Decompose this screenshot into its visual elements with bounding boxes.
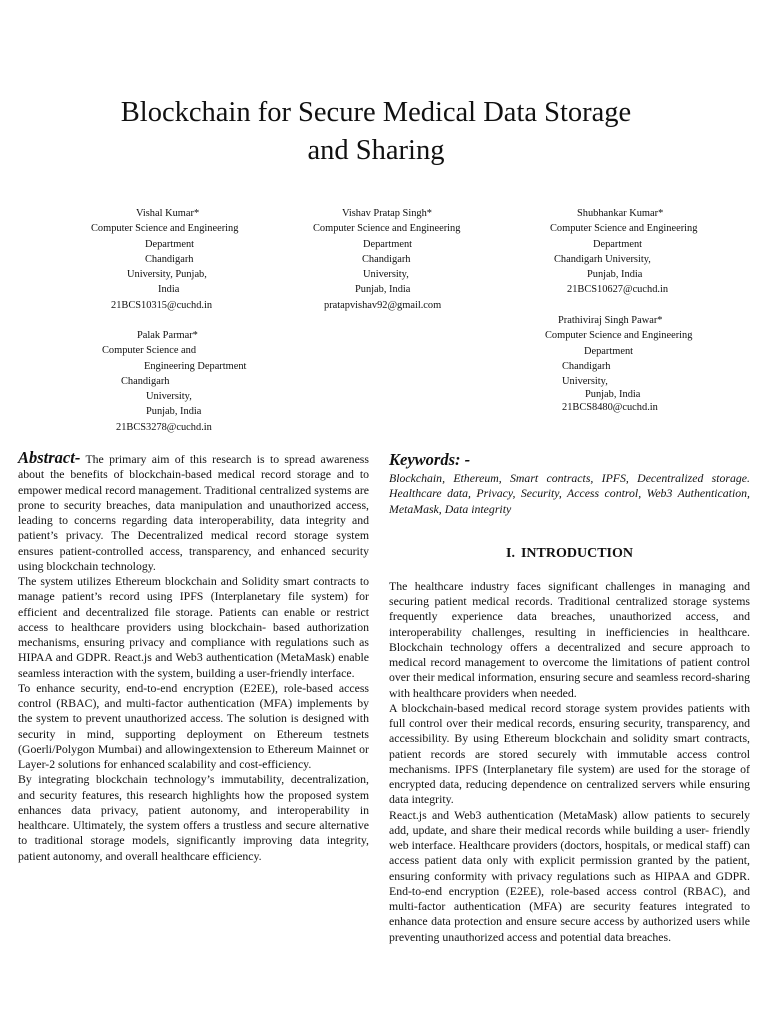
author-email[interactable]: 21BCS3278@cuchd.in xyxy=(116,421,212,433)
abstract-paragraph: The system utilizes Ethereum blockchain and Solidity smart contracts to manage patient’s record using IPFS (Interplanetary file system) for efficient and decentralized file storage. Patients can enable or restrict access to healthcare providers using blockchain- based authorization mechanisms, ensuring privacy and compliance with regulations such as HIPAA and GDPR. React.js and Web3 authentication (MetaMask) enable seamless interaction with the system, building a user-friendly interface. xyxy=(18,574,369,680)
paper-title xyxy=(60,94,692,170)
introduction-paragraph: The healthcare industry faces significant challenges in managing and securing patient medical records. Traditional centralized storage systems frequently experience data breaches, unauthorized access, and interoperability challenges, resulting in inefficiencies in healthcare. Blockchain technology offers a decentralized and secure approach to medical record management to overcome the limitations of patient control over their medical information, ensuring secure and seamless record-sharing with healthcare providers when needed. xyxy=(389,578,750,700)
keywords-heading: Keywords: - xyxy=(389,450,471,469)
abstract-paragraph: By integrating blockchain technology’s immutability, decentralization, and security features, this research highlights how the proposed system enhances data privacy, patient autonomy, and interoperability in healthcare. Ultimately, the system offers a trustless and secure alternative to traditional storage models, significantly improving data integrity, patient autonomy, and overall healthcare efficiency. xyxy=(18,772,369,863)
author-email[interactable]: 21BCS10627@cuchd.in xyxy=(567,284,669,296)
abstract-text: The primary aim of this research is to spread awareness about the benefits of blockchain-based medical record storage and to empower medical record management. Traditional centralized systems are prone to security breaches, data manipulation and unauthorized access, leading to concerns regarding data interoperability, data integrity and patient’s privacy. The Decentralized medical record storage system ensures patient-controlled access, transparency, and enhanced security using blockchain technology. xyxy=(18,452,369,573)
keywords-text: Blockchain, Ethereum, Smart contracts, IPFS, Decentralized storage. Healthcare data, Privacy, Security, Access control, Web3 Authentication, MetaMask, Data integrity xyxy=(389,471,750,516)
author-affiliation: Punjab, India xyxy=(355,284,411,296)
author-affiliation: Department xyxy=(593,238,643,250)
author-name: Prathiviraj Singh Pawar* xyxy=(558,315,663,326)
author-affiliation: Computer Science and Engineering xyxy=(91,223,239,235)
author-affiliation: Computer Science and Engineering xyxy=(313,223,461,235)
title-line: Blockchain for Secure Medical Data Storage xyxy=(120,97,632,128)
author-affiliation: University, xyxy=(146,391,192,403)
author-affiliation: University, Punjab, xyxy=(127,269,207,281)
author-affiliation: Punjab, India xyxy=(587,269,643,281)
author-affiliation: Chandigarh xyxy=(562,360,611,372)
introduction-paragraph: React.js and Web3 authentication (MetaMask) allow patients to securely add, update, and share their medical records while building a user- friendly web interface. Healthcare providers (doctors, hospitals, or medical staff) can access patient data only with explicit permission granted by the patient, ensuring conformity with privacy regulations such as HIPAA and GDPR. End-to-end encryption (E2EE), role-based access control (RBAC), and multi-factor authentication (MFA) are security features integrated to enhance data protection and ensure secure access by authorized users while preventing unauthorized access and potential data breaches. xyxy=(389,807,750,944)
author-block-prathiviraj-singh-pawar xyxy=(0,313,692,416)
right-column xyxy=(389,450,750,945)
author-email[interactable]: 21BCS8480@cuchd.in xyxy=(562,402,658,414)
author-affiliation: Punjab, India xyxy=(146,406,202,418)
author-affiliation: University, xyxy=(363,269,409,281)
section-title: INTRODUCTION xyxy=(520,545,633,561)
introduction-paragraph: A blockchain-based medical record storage system provides patients with full control over their medical records, ensuring security, transparency, and accessibility. By using Ethereum blockchain and solidity smart contracts, patient records are stored securely with immutable access control mechanisms. IPFS (Interplanetary file system) are used for the storage of encrypted data, reducing dependence on centralized servers while ensuring data integrity. xyxy=(389,700,750,807)
abstract-paragraph: To enhance security, end-to-end encryption (E2EE), role-based access control (RBAC), and multi-factor authentication (MFA) implements by the system to prevent unauthorized access. The solution is designed with security in mind, supporting deployment on Ethereum testnets (Goerli/Polygon Mumbai) and allowingextension to Ethereum Mainnet or Layer-2 solutions for enhanced scalability and cost-efficiency. xyxy=(18,680,369,771)
introduction-heading xyxy=(389,545,750,563)
author-block-shubhankar-kumar xyxy=(0,206,697,298)
keywords-section xyxy=(389,450,750,517)
author-affiliation: Engineering Department xyxy=(144,360,247,372)
author-affiliation: Computer Science and xyxy=(102,345,197,357)
author-affiliation: Chandigarh University, xyxy=(554,253,651,265)
author-affiliation: Department xyxy=(145,238,195,250)
author-affiliation: Chandigarh xyxy=(145,253,194,265)
author-affiliation: Chandigarh xyxy=(121,375,170,387)
author-email[interactable]: 21BCS10315@cuchd.in xyxy=(111,299,213,311)
author-email[interactable]: pratapvishav92@gmail.com xyxy=(324,299,442,311)
author-name: Palak Parmar* xyxy=(137,330,198,341)
title-line: and Sharing xyxy=(307,135,445,166)
section-number: I. xyxy=(506,545,515,561)
abstract-paragraph xyxy=(18,450,369,574)
author-affiliation: Computer Science and Engineering xyxy=(550,223,698,235)
author-affiliation: Punjab, India xyxy=(585,389,641,401)
abstract-section xyxy=(18,450,369,864)
author-affiliation: India xyxy=(158,284,180,296)
author-affiliation: Computer Science and Engineering xyxy=(545,330,693,342)
author-name: Shubhankar Kumar* xyxy=(577,208,664,219)
author-name: Vishal Kumar* xyxy=(136,208,200,219)
author-affiliation: Chandigarh xyxy=(362,253,411,265)
author-affiliation: Department xyxy=(584,345,634,357)
author-affiliation: Department xyxy=(363,238,413,250)
author-name: Vishav Pratap Singh* xyxy=(342,208,432,219)
abstract-heading: Abstract- xyxy=(18,448,81,467)
author-affiliation: University, xyxy=(562,376,608,388)
